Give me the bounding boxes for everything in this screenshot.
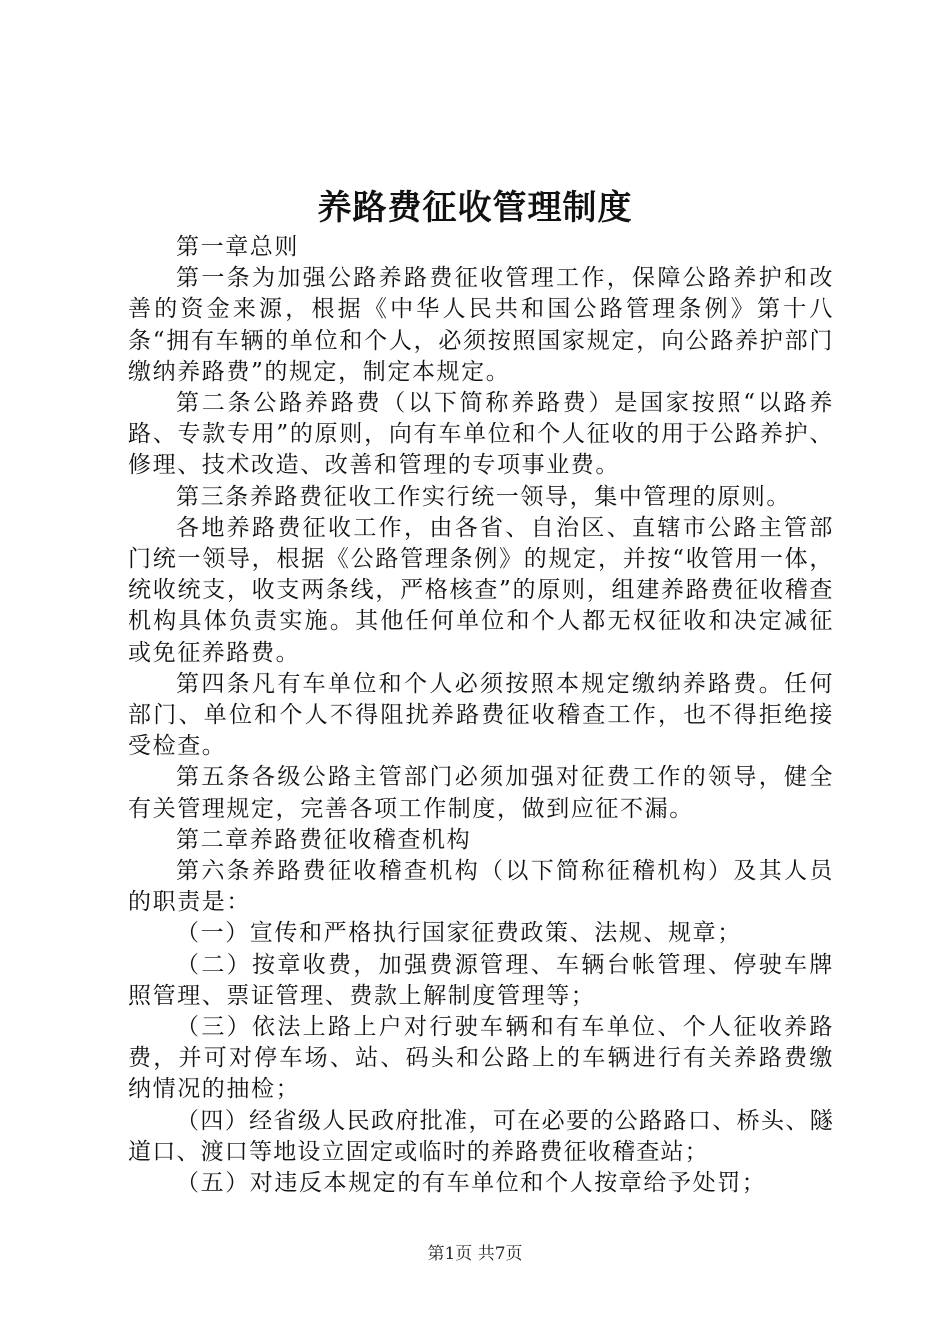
article-paragraph: 第一条为加强公路养路费征收管理工作，保障公路养护和改善的资金来源，根据《中华人民共和国公路管理条例》第十八条“拥有车辆的单位和个人，必须按照国家规定，向公路养护部门缴纳养路费”的规定，制定本规定。: [128, 265, 834, 385]
article-paragraph: 各地养路费征收工作，由各省、自治区、直辖市公路主管部门统一领导，根据《公路管理条例》的规定，并按“收管用一体，统收统支，收支两条线，严格核查”的原则，组建养路费征收稽查机构具体负责实施。其他任何单位和个人都无权征收和决定减征或免征养路费。: [128, 514, 834, 666]
article-paragraph: 第四条凡有车单位和个人必须按照本规定缴纳养路费。任何部门、单位和个人不得阻扰养路费征收稽查工作，也不得拒绝接受检查。: [128, 670, 834, 760]
document-title: 养路费征收管理制度: [317, 188, 633, 228]
article-paragraph: 第三条养路费征收工作实行统一领导，集中管理的原则。: [176, 483, 791, 510]
document-body: [128, 232, 834, 1199]
list-item: （四）经省级人民政府批准，可在必要的公路路口、桥头、隧道口、渡口等地设立固定或临时的养路费征收稽查站；: [128, 1107, 834, 1165]
list-item: （一）宣传和严格执行国家征费政策、法规、规章；: [176, 920, 742, 947]
chapter-heading: 第一章总则: [176, 234, 299, 260]
list-item: （三）依法上路上户对行驶车辆和有车单位、个人征收养路费，并可对停车场、站、码头和公路上的车辆进行有关养路费缴纳情况的抽检；: [128, 1014, 834, 1103]
chapter-heading: 第二章养路费征收稽查机构: [176, 826, 472, 853]
list-item: （五）对违反本规定的有车单位和个人按章给予处罚；: [176, 1170, 767, 1197]
article-paragraph: 第二条公路养路费（以下简称养路费）是国家按照“以路养路、专款专用”的原则，向有车单位和个人征收的用于公路养护、修理、技术改造、改善和管理的专项事业费。: [128, 390, 834, 479]
article-paragraph: 第五条各级公路主管部门必须加强对征费工作的领导，健全有关管理规定，完善各项工作制度，做到应征不漏。: [128, 764, 834, 822]
list-item: （二）按章收费，加强费源管理、车辆台帐管理、停驶车牌照管理、票证管理、费款上解制度管理等；: [128, 951, 834, 1009]
page-number-footer: 第1页 共7页: [427, 1244, 523, 1264]
article-paragraph: 第六条养路费征收稽查机构（以下简称征稽机构）及其人员的职责是：: [128, 858, 834, 916]
